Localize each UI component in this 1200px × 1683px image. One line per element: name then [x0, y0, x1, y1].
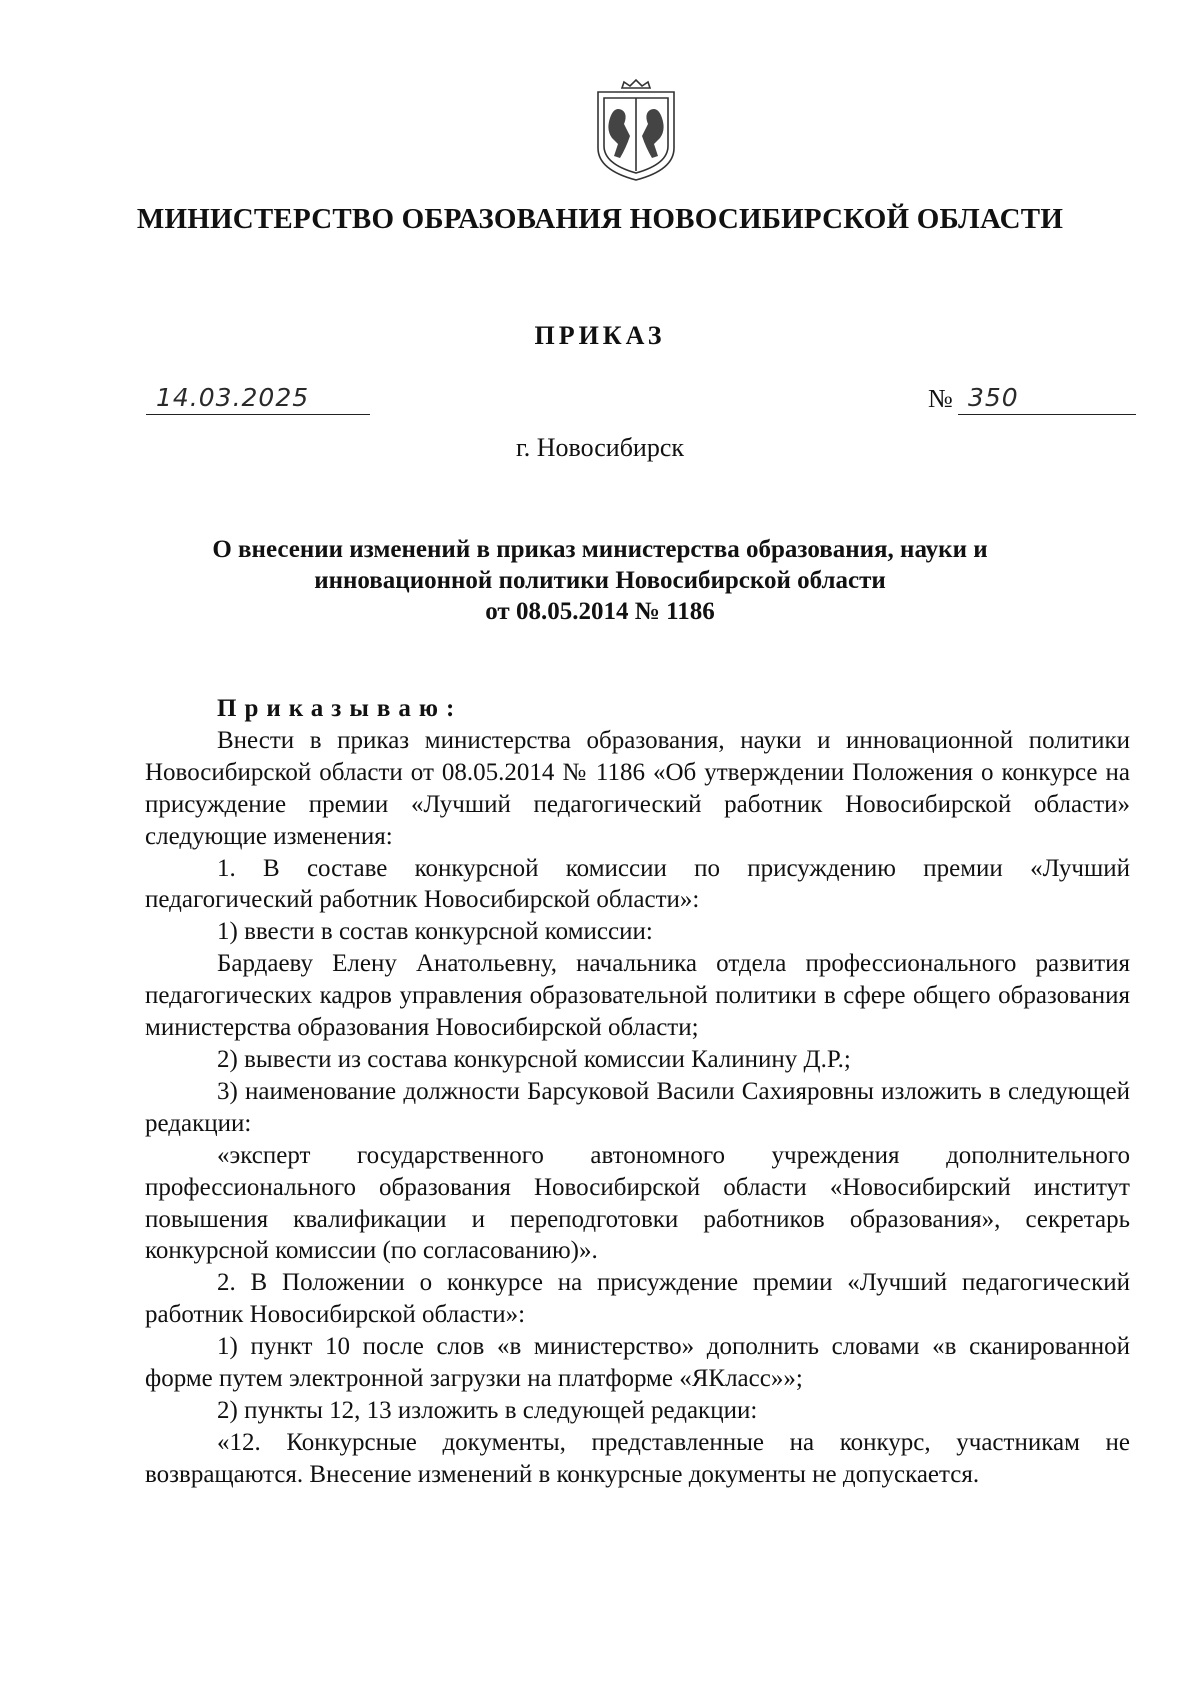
number-field [958, 380, 1136, 415]
subject-line: О внесении изменений в приказ министерства образования, науки и [212, 536, 988, 563]
body-paragraph: Бардаеву Елену Анатольевну, начальника отдела профессионального развития педагогических кадров управления образовательной политики в сфере общего образования министерства образования Новосибирской области; [145, 950, 1130, 1042]
document-subject [145, 534, 1055, 627]
date-value: 14.03.2025 [156, 383, 310, 412]
body-paragraph: «эксперт государственного автономного учреждения дополнительного профессионального образования Новосибирской области «Новосибирский институт повышения квалификации и переподготовки работников образования», секретарь конкурсной комиссии (по согласованию)». [145, 1141, 1130, 1265]
ministry-name: МИНИСТЕРСТВО ОБРАЗОВАНИЯ НОВОСИБИРСКОЙ ОБЛАСТИ [136, 203, 1064, 235]
body-paragraph: 2) вывести из состава конкурсной комиссии Калинину Д.Р.; [217, 1045, 851, 1073]
date-field [146, 380, 370, 415]
body-paragraph: 1) ввести в состав конкурсной комиссии: [217, 918, 653, 946]
subject-line: от 08.05.2014 № 1186 [485, 598, 715, 625]
subject-line: инновационной политики Новосибирской области [314, 567, 886, 594]
body-paragraph: 1. В составе конкурсной комиссии по присуждению премии «Лучший педагогический работник Новосибирской области»: [145, 854, 1130, 914]
number-value: 350 [968, 383, 1019, 412]
city: г. Новосибирск [515, 433, 685, 462]
body-paragraph: 3) наименование должности Барсуковой Васили Сахияровны изложить в следующей редакции: [145, 1077, 1130, 1137]
body-paragraph: 1) пункт 10 после слов «в министерство» дополнить словами «в сканированной форме путем электронной загрузки на платформе «ЯКласс»»; [145, 1333, 1130, 1393]
body-paragraph: 2. В Положении о конкурсе на присуждение премии «Лучший педагогический работник Новосибирской области»: [145, 1269, 1130, 1329]
document-type: ПРИКАЗ [534, 321, 666, 350]
body-paragraph: 2) пункты 12, 13 изложить в следующей редакции: [217, 1396, 758, 1424]
body-paragraph: Внести в приказ министерства образования, науки и инновационной политики Новосибирской области от 08.05.2014 № 1186 «Об утверждении Положения о конкурсе на присуждение премии «Лучший педагогический работник Новосибирской области» следующие изменения: [145, 726, 1130, 850]
decree-heading: Приказываю: [217, 695, 463, 722]
document-body [145, 693, 1130, 1491]
number-label: № [928, 384, 953, 413]
coat-of-arms-icon [592, 78, 680, 182]
body-paragraph: «12. Конкурсные документы, представленные на конкурс, участникам не возвращаются. Внесение изменений в конкурсные документы не допускается. [145, 1428, 1130, 1488]
